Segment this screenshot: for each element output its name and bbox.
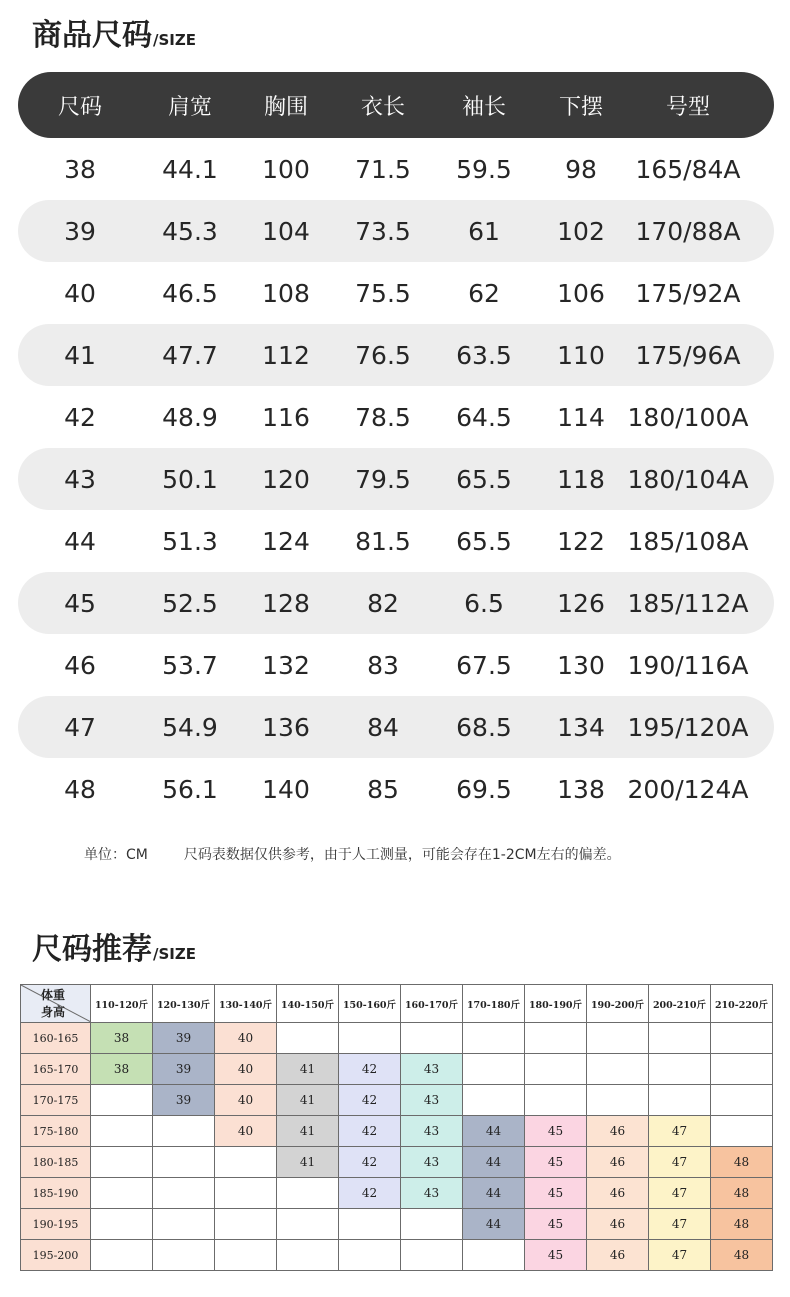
cell-size: 43 [64, 464, 96, 494]
cell-length: 75.5 [355, 278, 411, 308]
cell-chest: 100 [262, 154, 310, 184]
recommended-size-cell: 39 [153, 1054, 215, 1085]
cell-hem: 106 [557, 278, 605, 308]
cell-chest: 112 [262, 340, 310, 370]
size-row [18, 758, 774, 820]
weight-range-header: 200-210斤 [649, 985, 711, 1023]
height-range-header: 185-190 [21, 1178, 91, 1209]
recommended-size-cell: 41 [277, 1116, 339, 1147]
recommended-size-cell: 40 [215, 1023, 277, 1054]
header-fit-code: 号型 [665, 94, 710, 120]
recommended-size-cell: 43 [401, 1116, 463, 1147]
recommended-size-cell: 39 [153, 1023, 215, 1054]
cell-chest: 140 [262, 774, 310, 804]
cell-size: 39 [64, 216, 96, 246]
recommended-size-cell: 44 [463, 1147, 525, 1178]
recommended-size-cell: 43 [401, 1054, 463, 1085]
cell-length: 81.5 [355, 526, 411, 556]
cell-length: 85 [367, 774, 399, 804]
recommended-size-cell [525, 1085, 587, 1116]
cell-chest: 104 [262, 216, 310, 246]
height-row [21, 1240, 773, 1271]
recommended-size-cell: 45 [525, 1178, 587, 1209]
cell-fit-code: 165/84A [635, 154, 741, 184]
height-row [21, 1209, 773, 1240]
recommended-size-cell [401, 1209, 463, 1240]
cell-sleeve: 63.5 [456, 340, 512, 370]
cell-length: 76.5 [355, 340, 411, 370]
height-range-header: 170-175 [21, 1085, 91, 1116]
section-title-suffix: /SIZE [153, 945, 196, 963]
recommended-size-cell: 41 [277, 1147, 339, 1178]
cell-fit-code: 185/112A [627, 588, 749, 618]
cell-shoulder: 46.5 [162, 278, 218, 308]
measurement-note [84, 844, 621, 864]
recommended-size-cell [91, 1116, 153, 1147]
cell-fit-code: 185/108A [627, 526, 749, 556]
weight-range-header: 110-120斤 [91, 985, 153, 1023]
recommended-size-cell [463, 1240, 525, 1271]
recommended-size-cell: 48 [711, 1209, 773, 1240]
header-shoulder: 肩宽 [167, 94, 212, 120]
recommended-size-cell: 45 [525, 1147, 587, 1178]
cell-size: 47 [64, 712, 96, 742]
corner-height-label: 身高 [41, 1005, 66, 1019]
weight-range-header: 150-160斤 [339, 985, 401, 1023]
cell-shoulder: 51.3 [162, 526, 218, 556]
recommended-size-cell: 45 [525, 1209, 587, 1240]
recommended-size-cell: 45 [525, 1240, 587, 1271]
recommended-size-cell [153, 1240, 215, 1271]
weight-range-header: 120-130斤 [153, 985, 215, 1023]
cell-hem: 102 [557, 216, 605, 246]
cell-size: 45 [64, 588, 96, 618]
size-table [18, 72, 774, 820]
size-row [18, 572, 774, 634]
height-range-header: 160-165 [21, 1023, 91, 1054]
recommended-size-cell: 46 [587, 1240, 649, 1271]
cell-sleeve: 61 [468, 216, 500, 246]
header-size: 尺码 [57, 94, 102, 120]
header-chest: 胸围 [263, 94, 308, 120]
cell-shoulder: 45.3 [162, 216, 218, 246]
cell-length: 73.5 [355, 216, 411, 246]
cell-sleeve: 67.5 [456, 650, 512, 680]
recommended-size-cell: 47 [649, 1178, 711, 1209]
cell-fit-code: 190/116A [627, 650, 749, 680]
weight-range-header: 130-140斤 [215, 985, 277, 1023]
section-title-text: 尺码推荐 [32, 932, 152, 967]
recommended-size-cell [649, 1023, 711, 1054]
recommended-size-cell [153, 1116, 215, 1147]
section-title-product-size [32, 10, 196, 54]
recommended-size-cell [153, 1209, 215, 1240]
cell-sleeve: 6.5 [464, 588, 504, 618]
recommended-size-cell [401, 1023, 463, 1054]
height-range-header: 175-180 [21, 1116, 91, 1147]
size-row [18, 386, 774, 448]
cell-chest: 124 [262, 526, 310, 556]
recommended-size-cell: 46 [587, 1178, 649, 1209]
recommended-size-cell [277, 1178, 339, 1209]
cell-fit-code: 175/96A [635, 340, 741, 370]
recommended-size-cell: 44 [463, 1209, 525, 1240]
cell-fit-code: 170/88A [635, 216, 741, 246]
corner-weight-label: 体重 [41, 988, 66, 1002]
unit-label: 单位：CM [84, 847, 148, 863]
height-row [21, 1178, 773, 1209]
recommended-size-cell [277, 1023, 339, 1054]
cell-sleeve: 64.5 [456, 402, 512, 432]
recommended-size-cell [339, 1023, 401, 1054]
recommended-size-cell [401, 1240, 463, 1271]
cell-hem: 98 [565, 154, 597, 184]
cell-size: 40 [64, 278, 96, 308]
recommended-size-cell: 40 [215, 1085, 277, 1116]
size-row [18, 634, 774, 696]
recommended-size-cell: 43 [401, 1178, 463, 1209]
recommended-size-cell [153, 1178, 215, 1209]
recommended-size-cell: 48 [711, 1178, 773, 1209]
weight-range-header: 160-170斤 [401, 985, 463, 1023]
cell-chest: 116 [262, 402, 310, 432]
recommended-size-cell [215, 1147, 277, 1178]
cell-size: 48 [64, 774, 96, 804]
recommended-size-cell [587, 1085, 649, 1116]
cell-fit-code: 200/124A [627, 774, 749, 804]
height-row [21, 1023, 773, 1054]
size-table-body [18, 138, 774, 820]
size-row [18, 262, 774, 324]
recommended-size-cell [649, 1054, 711, 1085]
recommended-size-cell [339, 1240, 401, 1271]
recommended-size-cell: 46 [587, 1147, 649, 1178]
size-row [18, 200, 774, 262]
cell-hem: 114 [557, 402, 605, 432]
recommended-size-cell [215, 1178, 277, 1209]
recommended-size-cell [711, 1116, 773, 1147]
weight-header-row [21, 985, 773, 1023]
height-range-header: 165-170 [21, 1054, 91, 1085]
cell-size: 42 [64, 402, 96, 432]
recommended-size-cell: 42 [339, 1054, 401, 1085]
recommended-size-cell [153, 1147, 215, 1178]
recommended-size-cell [649, 1085, 711, 1116]
recommended-size-cell: 47 [649, 1209, 711, 1240]
recommended-size-cell: 47 [649, 1147, 711, 1178]
cell-shoulder: 50.1 [162, 464, 218, 494]
cell-chest: 136 [262, 712, 310, 742]
cell-chest: 108 [262, 278, 310, 308]
recommended-size-cell [91, 1178, 153, 1209]
recommended-size-cell: 45 [525, 1116, 587, 1147]
recommended-size-cell [277, 1209, 339, 1240]
cell-fit-code: 195/120A [627, 712, 749, 742]
recommended-size-cell [587, 1023, 649, 1054]
recommended-size-cell: 47 [649, 1240, 711, 1271]
cell-size: 46 [64, 650, 96, 680]
cell-chest: 128 [262, 588, 310, 618]
recommended-size-cell [525, 1023, 587, 1054]
weight-range-header: 170-180斤 [463, 985, 525, 1023]
recommended-size-cell: 43 [401, 1085, 463, 1116]
size-row [18, 138, 774, 200]
cell-hem: 118 [557, 464, 605, 494]
recommended-size-cell: 44 [463, 1116, 525, 1147]
cell-size: 41 [64, 340, 96, 370]
cell-size: 38 [64, 154, 96, 184]
header-length: 衣长 [360, 94, 405, 120]
cell-length: 84 [367, 712, 399, 742]
section-title-suffix: /SIZE [153, 31, 196, 49]
recommended-size-cell [463, 1054, 525, 1085]
recommended-size-cell: 43 [401, 1147, 463, 1178]
recommended-size-cell: 47 [649, 1116, 711, 1147]
cell-sleeve: 62 [468, 278, 500, 308]
header-sleeve: 袖长 [461, 94, 506, 120]
recommended-size-cell [91, 1085, 153, 1116]
cell-sleeve: 65.5 [456, 526, 512, 556]
recommended-size-cell: 44 [463, 1178, 525, 1209]
cell-length: 78.5 [355, 402, 411, 432]
cell-shoulder: 53.7 [162, 650, 218, 680]
cell-shoulder: 52.5 [162, 588, 218, 618]
size-row [18, 448, 774, 510]
recommended-size-cell: 42 [339, 1178, 401, 1209]
height-range-header: 180-185 [21, 1147, 91, 1178]
size-recommendation-table [20, 984, 773, 1271]
cell-shoulder: 56.1 [162, 774, 218, 804]
recommended-size-cell: 38 [91, 1054, 153, 1085]
recommended-size-cell [91, 1240, 153, 1271]
weight-range-header: 190-200斤 [587, 985, 649, 1023]
size-row [18, 696, 774, 758]
recommended-size-cell [711, 1085, 773, 1116]
recommended-size-cell [339, 1209, 401, 1240]
height-row [21, 1147, 773, 1178]
cell-chest: 132 [262, 650, 310, 680]
cell-length: 82 [367, 588, 399, 618]
cell-size: 44 [64, 526, 96, 556]
section-title-text: 商品尺码 [32, 18, 152, 53]
cell-fit-code: 180/104A [627, 464, 749, 494]
cell-hem: 138 [557, 774, 605, 804]
recommended-size-cell: 40 [215, 1116, 277, 1147]
cell-length: 71.5 [355, 154, 411, 184]
recommended-size-cell [215, 1240, 277, 1271]
cell-chest: 120 [262, 464, 310, 494]
cell-hem: 110 [557, 340, 605, 370]
cell-fit-code: 180/100A [627, 402, 749, 432]
recommended-size-cell: 38 [91, 1023, 153, 1054]
cell-hem: 126 [557, 588, 605, 618]
recommended-size-cell [525, 1054, 587, 1085]
cell-hem: 134 [557, 712, 605, 742]
cell-sleeve: 69.5 [456, 774, 512, 804]
cell-sleeve: 65.5 [456, 464, 512, 494]
size-row [18, 324, 774, 386]
recommended-size-cell: 40 [215, 1054, 277, 1085]
recommended-size-cell [277, 1240, 339, 1271]
recommended-size-cell: 42 [339, 1085, 401, 1116]
weight-range-header: 210-220斤 [711, 985, 773, 1023]
recommended-size-cell [91, 1147, 153, 1178]
height-range-header: 190-195 [21, 1209, 91, 1240]
cell-shoulder: 47.7 [162, 340, 218, 370]
cell-sleeve: 59.5 [456, 154, 512, 184]
cell-length: 79.5 [355, 464, 411, 494]
corner-cell [21, 985, 91, 1023]
cell-fit-code: 175/92A [635, 278, 741, 308]
recommended-size-cell [463, 1023, 525, 1054]
recommended-size-cell: 41 [277, 1085, 339, 1116]
recommended-size-cell: 39 [153, 1085, 215, 1116]
height-row [21, 1085, 773, 1116]
height-row [21, 1116, 773, 1147]
recommended-size-cell [91, 1209, 153, 1240]
weight-range-header: 180-190斤 [525, 985, 587, 1023]
height-row [21, 1054, 773, 1085]
section-title-size-recommendation [32, 924, 196, 968]
height-range-header: 195-200 [21, 1240, 91, 1271]
header-hem: 下摆 [558, 94, 603, 120]
recommended-size-cell: 41 [277, 1054, 339, 1085]
cell-sleeve: 68.5 [456, 712, 512, 742]
cell-hem: 130 [557, 650, 605, 680]
size-table-header [18, 72, 774, 138]
weight-range-header: 140-150斤 [277, 985, 339, 1023]
recommended-size-cell [711, 1023, 773, 1054]
recommended-size-cell: 42 [339, 1147, 401, 1178]
recommended-size-cell [215, 1209, 277, 1240]
recommended-size-cell [463, 1085, 525, 1116]
recommended-size-cell: 46 [587, 1209, 649, 1240]
note-text: 尺码表数据仅供参考，由于人工测量，可能会存在1-2CM左右的偏差。 [183, 847, 621, 863]
recommended-size-cell: 48 [711, 1240, 773, 1271]
cell-shoulder: 48.9 [162, 402, 218, 432]
recommended-size-cell: 46 [587, 1116, 649, 1147]
size-row [18, 510, 774, 572]
cell-shoulder: 54.9 [162, 712, 218, 742]
cell-length: 83 [367, 650, 399, 680]
recommended-size-cell [711, 1054, 773, 1085]
recommended-size-cell: 48 [711, 1147, 773, 1178]
cell-shoulder: 44.1 [162, 154, 218, 184]
recommended-size-cell: 42 [339, 1116, 401, 1147]
cell-hem: 122 [557, 526, 605, 556]
recommended-size-cell [587, 1054, 649, 1085]
